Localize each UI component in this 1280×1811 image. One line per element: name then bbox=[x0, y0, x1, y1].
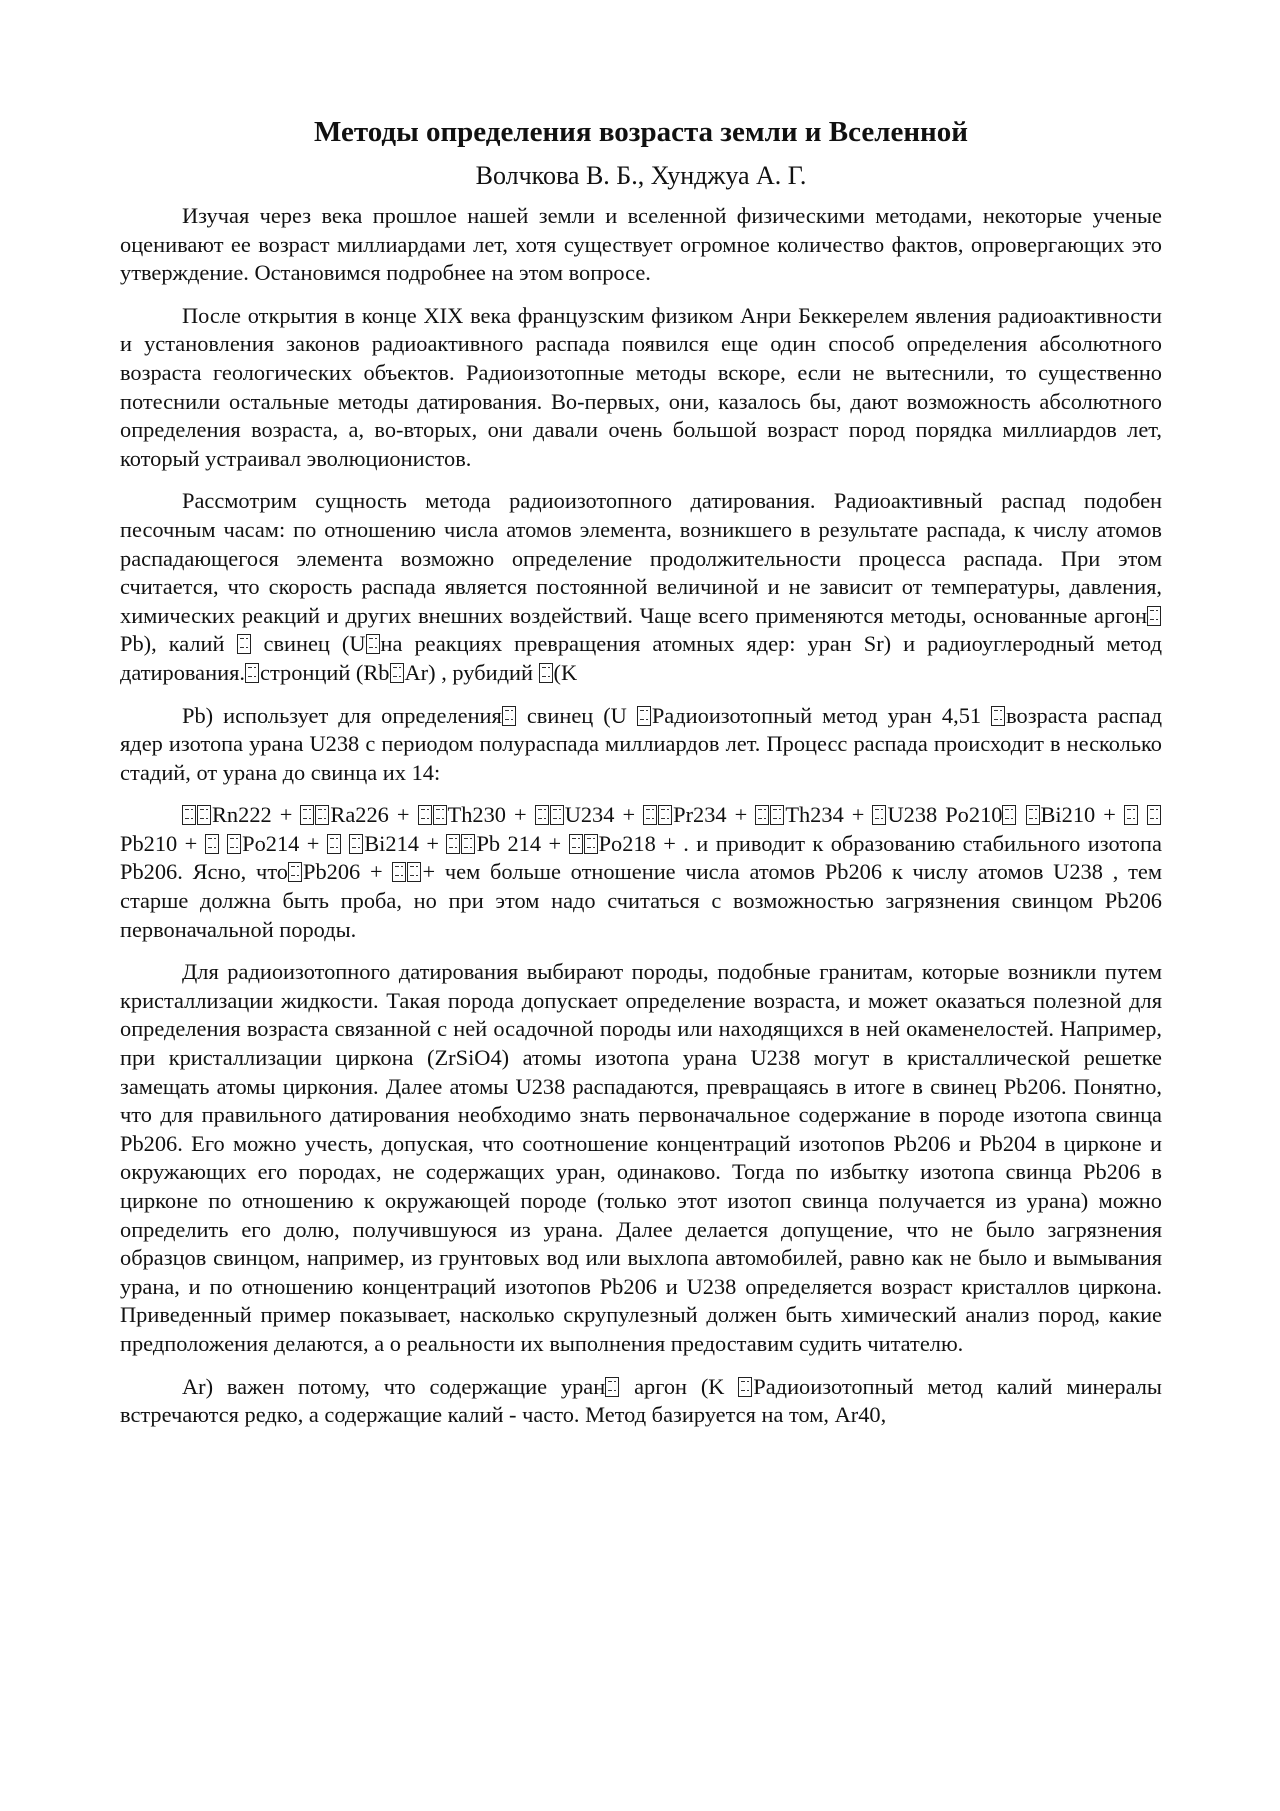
text-run: аргон (K bbox=[634, 1373, 725, 1399]
paragraph-decay-chain bbox=[120, 801, 1162, 944]
document-page bbox=[120, 112, 1162, 1444]
text-run: свинец (U bbox=[526, 702, 627, 728]
missing-glyph-icon bbox=[550, 805, 564, 825]
paragraph-zircon-example: Для радиоизотопного датирования выбирают породы, подобные гранитам, которые возникли путем кристаллизации жидкости. Такая порода допускает определение возраста, и может оказаться полезной для определения возраста связанной с ней осадочной породы или находящихся в ней окаменелостей. Например, при кристаллизации циркона (ZrSiO4) атомы изотопа урана U238 могут в кристаллической решетке замещать атомы циркония. Далее атомы U238 распадаются, превращаясь в итоге в свинец Pb206. Понятно, что для правильного датирования необходимо знать первоначальное содержание в породе изотопа свинца Pb206. Его можно учесть, допуская, что соотношение концентраций изотопов Pb206 и Pb204 в цирконе и окружающих его породах, не содержащих уран, одинаково. Тогда по избытку изотопа свинца Pb206 в цирконе по отношению к окружающей породе (только этот изотоп свинца получается из урана) можно определить его долю, получившуюся из урана. Далее делается допущение, что не было загрязнения образцов свинцом, например, из грунтовых вод или выхлопа автомобилей, равно как не было и вымывания урана, и по отношению концентраций изотопов Pb206 и U238 определяется возраст кристаллов циркона. Приведенный пример показывает, насколько скрупулезный должен быть химический анализ пород, какие предположения делаются, а о реальности их выполнения предоставим судить читателю. bbox=[120, 959, 1162, 1356]
missing-glyph-icon bbox=[991, 706, 1005, 726]
missing-glyph-icon bbox=[755, 805, 769, 825]
missing-glyph-icon bbox=[637, 706, 651, 726]
missing-glyph-icon bbox=[227, 834, 241, 854]
missing-glyph-icon bbox=[315, 805, 329, 825]
missing-glyph-icon bbox=[197, 805, 211, 825]
missing-glyph-icon bbox=[535, 805, 549, 825]
missing-glyph-icon bbox=[1147, 805, 1161, 825]
text-run: Po218 + . и приводит к образованию стабильного изотопа Pb206. Ясно, что bbox=[120, 830, 1162, 885]
missing-glyph-icon bbox=[770, 805, 784, 825]
text-run: Rn222 + bbox=[212, 802, 293, 828]
missing-glyph-icon bbox=[327, 834, 341, 854]
text-run: Pb) использует для определения bbox=[182, 702, 502, 728]
text-run: (K bbox=[553, 659, 578, 685]
text-run: U238 Po210 bbox=[887, 802, 1003, 828]
missing-glyph-icon bbox=[643, 805, 657, 825]
missing-glyph-icon bbox=[288, 862, 302, 882]
text-run: U234 + bbox=[564, 802, 636, 828]
paragraph-history: После открытия в конце XIX века французским физиком Анри Беккерелем явления радиоактивности и установления законов радиоактивного распада появился еще один способ определения абсолютного возраста геологических объектов. Радиоизотопные методы вскоре, если не вытеснили, то существенно потеснили остальные методы датирования. Во-первых, они, казалось бы, дают возможность абсолютного определения возраста, а, во-вторых, они давали очень большой возраст пород порядка миллиардов лет, который устраивал эволюционистов. bbox=[120, 302, 1162, 471]
paragraph-method-essence bbox=[120, 487, 1162, 687]
text-run: стронций (Rb bbox=[260, 659, 390, 685]
missing-glyph-icon bbox=[872, 805, 886, 825]
text-run: + чем больше отношение числа атомов Pb206 к числу атомов U238 , тем старше должна быть проба, но при этом надо считаться с возможностью загрязнения свинцом Pb206 первоначальной породы. bbox=[120, 859, 1162, 942]
missing-glyph-icon bbox=[182, 805, 196, 825]
missing-glyph-icon bbox=[205, 834, 219, 854]
missing-glyph-icon bbox=[569, 834, 583, 854]
text-run: Pb206 + bbox=[303, 859, 383, 885]
missing-glyph-icon bbox=[1147, 606, 1161, 626]
missing-glyph-icon bbox=[349, 834, 363, 854]
paragraph-potassium-argon bbox=[120, 1373, 1162, 1430]
text-run: Po214 + bbox=[242, 830, 320, 856]
text-run: на реакциях превращения атомных ядер: уран Sr) и радиоуглеродный метод датирования. bbox=[120, 631, 1162, 685]
missing-glyph-icon bbox=[446, 834, 460, 854]
text-run: Ar) , рубидий bbox=[404, 659, 533, 685]
missing-glyph-icon bbox=[300, 805, 314, 825]
text-run: Th234 + bbox=[785, 802, 865, 828]
missing-glyph-icon bbox=[418, 805, 432, 825]
missing-glyph-icon bbox=[433, 805, 447, 825]
missing-glyph-icon bbox=[237, 634, 251, 654]
missing-glyph-icon bbox=[539, 663, 553, 683]
text-run: Ra226 + bbox=[330, 802, 410, 828]
text-run: Рассмотрим сущность метода радиоизотопного датирования. Радиоактивный распад подобен песочным часам: по отношению числа атомов элемента, возникшего в результате распада, к числу атомов распадающегося элемента возможно определение продолжительности процесса распада. При этом считается, что скорость распада является постоянной величиной и не зависит от температуры, давления, химических реакций и других внешних воздействий. Чаще всего применяются методы, основанные аргон bbox=[120, 488, 1162, 628]
text-run: Pb 214 + bbox=[476, 830, 562, 856]
paragraph-uranium-lead bbox=[120, 702, 1162, 788]
text-run: Pb210 + bbox=[120, 830, 198, 856]
missing-glyph-icon bbox=[584, 834, 598, 854]
paragraph-intro: Изучая через века прошлое нашей земли и вселенной физическими методами, некоторые ученые оценивают ее возраст миллиардами лет, хотя существует огромное количество фактов, опровергающих это утверждение. Остановимся подробнее на этом вопросе. bbox=[120, 203, 1162, 286]
text-run: Th230 + bbox=[447, 802, 527, 828]
document-title: Методы определения возраста земли и Вселенной bbox=[314, 116, 968, 148]
missing-glyph-icon bbox=[392, 862, 406, 882]
missing-glyph-icon bbox=[407, 862, 421, 882]
missing-glyph-icon bbox=[245, 663, 259, 683]
text-run: Pb), калий bbox=[120, 631, 225, 657]
text-run: Bi210 + bbox=[1040, 802, 1116, 828]
text-run: Pr234 + bbox=[673, 802, 748, 828]
missing-glyph-icon bbox=[605, 1377, 619, 1397]
missing-glyph-icon bbox=[738, 1377, 752, 1397]
text-run: Ar) важен потому, что содержащие уран bbox=[182, 1373, 606, 1399]
text-run: возраста распад ядер изотопа урана U238 с периодом полураспада миллиардов лет. Процесс распада происходит в несколько стадий, от урана до свинца их 14: bbox=[120, 702, 1162, 785]
missing-glyph-icon bbox=[366, 634, 380, 654]
missing-glyph-icon bbox=[390, 663, 404, 683]
text-run: Радиоизотопный метод уран 4,51 bbox=[651, 702, 982, 728]
text-run: свинец (U bbox=[263, 631, 366, 657]
text-run: Радиоизотопный метод калий минералы встречаются редко, а содержащие калий - часто. Метод базируется на том, Ar40, bbox=[120, 1373, 1162, 1428]
missing-glyph-icon bbox=[461, 834, 475, 854]
text-run: Bi214 + bbox=[364, 830, 440, 856]
missing-glyph-icon bbox=[502, 706, 516, 726]
missing-glyph-icon bbox=[1026, 805, 1040, 825]
document-authors: Волчкова В. Б., Хунджуа А. Г. bbox=[475, 161, 807, 190]
missing-glyph-icon bbox=[658, 805, 672, 825]
missing-glyph-icon bbox=[1124, 805, 1138, 825]
missing-glyph-icon bbox=[1002, 805, 1016, 825]
